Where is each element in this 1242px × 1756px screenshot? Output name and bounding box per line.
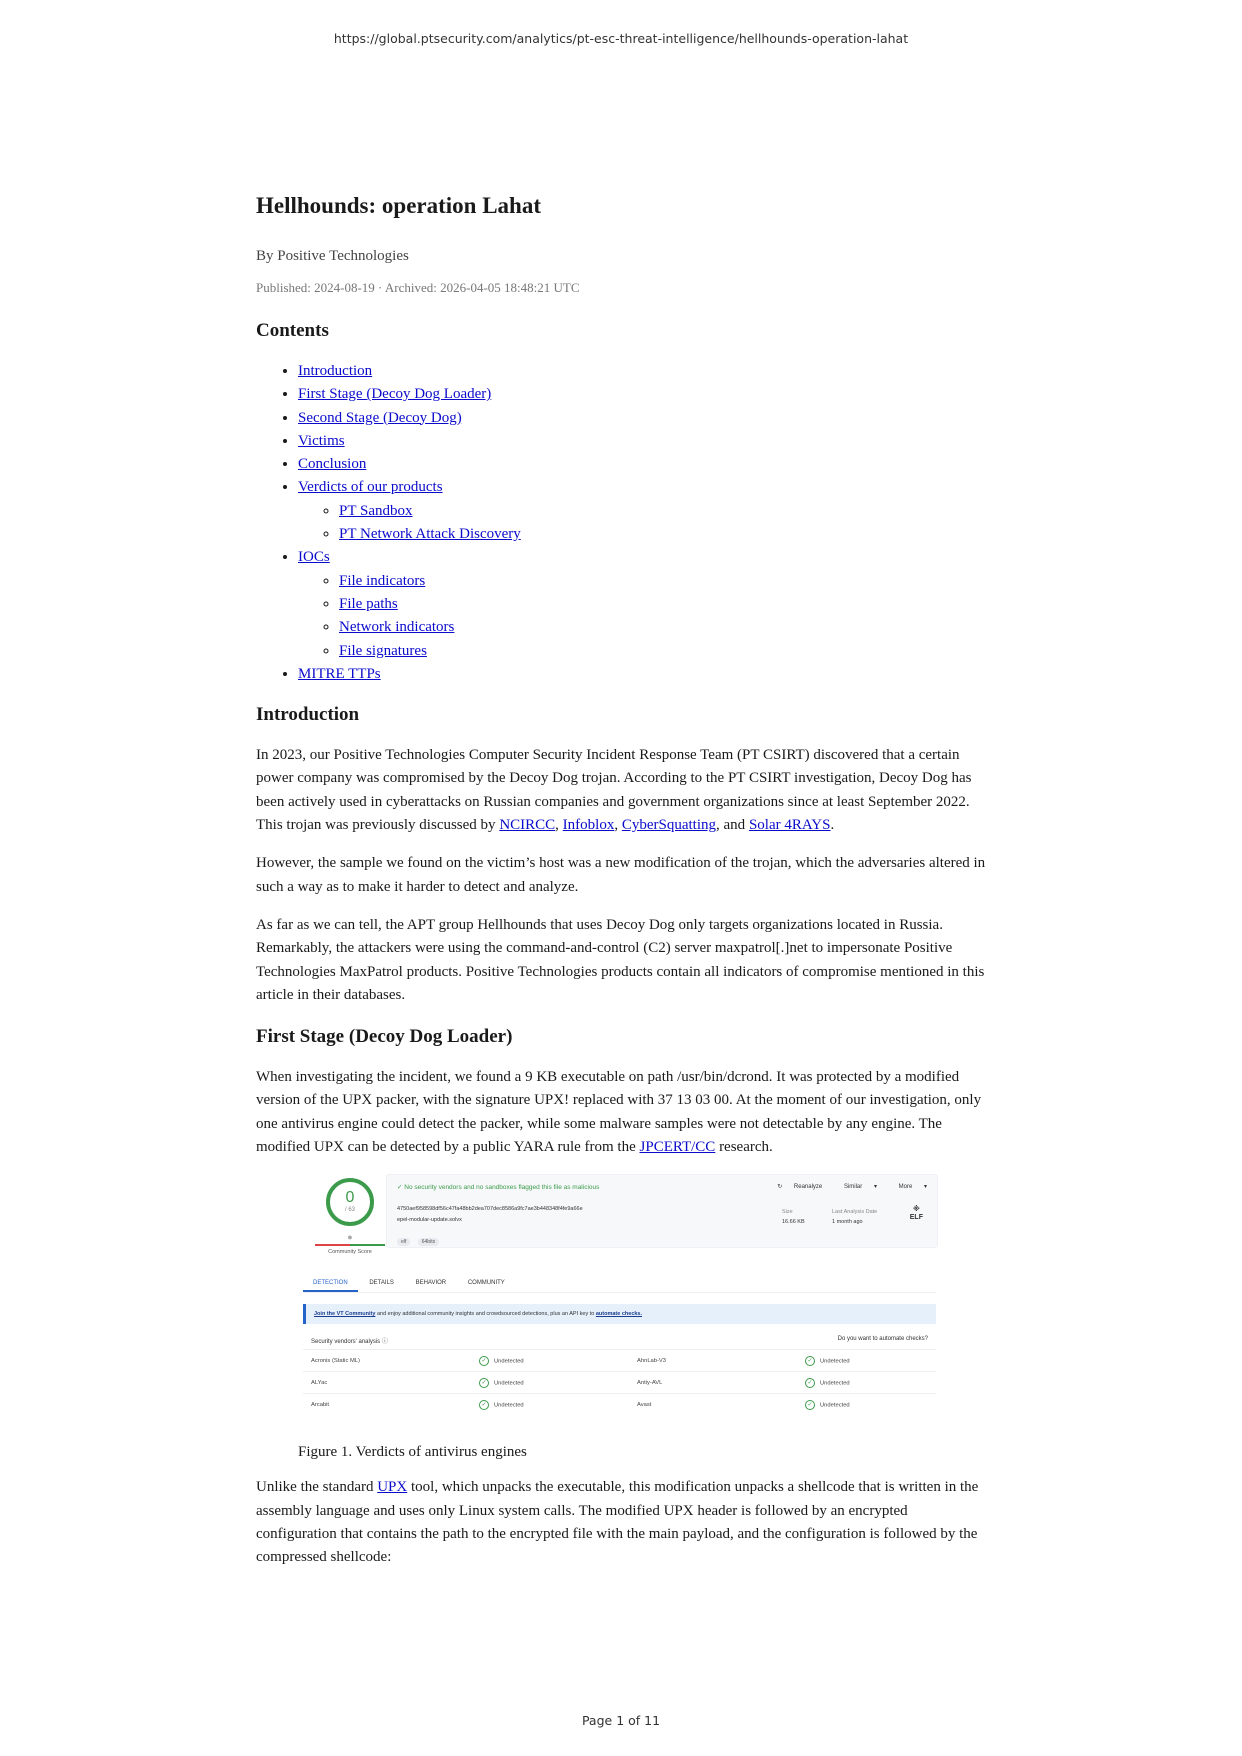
file-summary-card [386,1174,938,1248]
file-name: epel-modular-update.solvx [397,1217,462,1224]
vendor-result: ✓ Undetected [797,1372,936,1394]
toc-link-victims[interactable]: Victims [298,432,345,449]
link-solar-4rays[interactable]: Solar 4RAYS [748,817,831,834]
score-number: 0 [345,1189,355,1207]
toc-item [298,430,986,453]
contents-heading: Contents [256,320,329,341]
check-icon: ✓ [479,1400,489,1410]
intro-paragraph-1: In 2023, our Positive Technologies Computer Security Incident Response Team (PT CSIRT) discovered that a certain power company was compromised by the Decoy Dog trojan. According to the PT CSIRT investigation, Decoy Dog has been actively used in cyberattacks on Russian companies and government organizations since at least September 2022. This trojan was previously discussed by NCIRCC, Infoblox, CyberSquatting, and Solar 4RAYS. [256,747,972,834]
automate-question[interactable]: Do you want to automate checks? [837,1336,928,1343]
toc-subitem [339,523,986,546]
vendor-name: Acronis (Static ML) [303,1350,471,1372]
link-infoblox[interactable]: Infoblox [562,817,615,834]
info-icon: ⓘ [381,1339,388,1346]
intro-paragraph-2: However, the sample we found on the victim’s host was a new modification of the trojan, which the adversaries altered in such a way as to make it harder to detect and analyze. [256,855,986,895]
file-type-icon: ※ ELF [909,1206,923,1222]
refresh-icon: ↻ [777,1184,784,1191]
first-stage-paragraph-1: When investigating the incident, we found a 9 KB executable on path /usr/bin/dcrond. It was protected by a modified version of the UPX packer, with the signature UPX! replaced with 37 13 03 00. At the moment of our investigation, only one antivirus engine could detect the packer, while some malware samples were not detectable by any engine. The modified UPX can be detected by a public YARA rule from the JPCERT/CC research. [256,1069,982,1156]
toc-item [298,476,986,546]
link-jpcert[interactable]: JPCERT/CC [639,1139,716,1156]
link-upx[interactable]: UPX [377,1479,408,1496]
check-circle-icon: ✓ [397,1184,405,1192]
chevron-down-icon: ▾ [873,1184,877,1191]
intro-paragraph-3: As far as we can tell, the APT group Hellhounds that uses Decoy Dog only targets organizations located in Russia. Remarkably, the attackers were using the command-and-control (C2) server maxpatrol[.]net to impersonate Positive Technologies MaxPatrol products. Positive Technologies products contain all indicators of compromise mentioned in this article in their databases. [256,916,985,1003]
vendor-result: ✓ Undetected [471,1350,629,1372]
check-icon: ✓ [805,1400,815,1410]
toc-link-network-indicators[interactable]: Network indicators [339,619,455,636]
first-stage-heading: First Stage (Decoy Dog Loader) [256,1026,513,1048]
detection-score [315,1178,385,1255]
page-number: Page 1 of 11 [581,1713,661,1728]
toc-subitem [339,500,986,523]
link-cybersquatting[interactable]: CyberSquatting [621,817,717,834]
automate-checks-link[interactable]: automate checks. [595,1311,643,1318]
tab-details[interactable]: DETAILS [369,1280,394,1287]
toc-link-file-signatures[interactable]: File signatures [339,642,427,659]
community-score-label: Community Score [328,1249,372,1256]
more-button[interactable]: More ▾ [898,1184,927,1191]
tab-community[interactable]: COMMUNITY [467,1280,505,1287]
file-hash: 4750aef958598df56c47fa48bb2dea707dec8586a9fc7ae3b448348f4fe9a66e [397,1206,583,1213]
introduction-heading: Introduction [256,704,360,726]
community-banner: Join the VT Community and enjoy additional community insights and crowdsourced detections, plus an API key to automate checks. [303,1304,936,1324]
page-title: Hellhounds: operation Lahat [256,193,541,218]
no-flag-message: ✓ No security vendors and no sandboxes flagged this file as malicious [397,1184,600,1192]
table-row [303,1350,936,1372]
table-row [303,1372,936,1394]
check-icon: ✓ [479,1356,489,1366]
tab-detection[interactable]: DETECTION [303,1276,358,1292]
vendor-name: Avast [629,1394,797,1416]
score-ring [326,1178,374,1226]
figure-caption: Figure 1. Verdicts of antivirus engines [298,1444,527,1461]
tab-behavior[interactable]: BEHAVIOR [415,1280,447,1287]
toc-item [298,663,986,686]
toc-link-second-stage[interactable]: Second Stage (Decoy Dog) [298,409,462,426]
article [256,186,986,1585]
check-icon: ✓ [805,1378,815,1388]
vt-tabs [303,1276,936,1293]
last-analysis: Last Analysis Date 1 month ago [832,1209,878,1226]
vendor-result: ✓ Undetected [797,1350,936,1372]
vendor-name: Arcabit [303,1394,471,1416]
toc-item [298,546,986,662]
toc-subitem [339,640,986,663]
join-community-link[interactable]: Join the VT Community [314,1311,376,1318]
virustotal-screenshot [303,1174,936,1430]
toc-link-conclusion[interactable]: Conclusion [298,456,367,473]
toc-item [298,360,986,383]
vendors-analysis-title: Security vendors' analysis ⓘ [311,1339,388,1346]
link-ncircc[interactable]: NCIRCC [499,817,556,834]
score-total: / 63 [344,1207,355,1214]
check-icon: ✓ [805,1356,815,1366]
byline: By Positive Technologies [256,248,409,264]
vendor-result: ✓ Undetected [471,1372,629,1394]
toc-link-file-paths[interactable]: File paths [339,595,398,612]
toc-item [298,453,986,476]
tag-64bits[interactable]: 64bits [418,1238,439,1246]
reanalyze-button[interactable]: ↻ Reanalyze [777,1184,823,1191]
file-actions [757,1183,927,1190]
vendor-name: Antiy-AVL [629,1372,797,1394]
published-date: Published: 2024-08-19 · Archived: 2026-04-05 18:48:21 UTC [256,280,580,295]
file-tags [397,1230,442,1248]
first-stage-paragraph-2: Unlike the standard UPX tool, which unpacks the executable, this modification unpacks a shellcode that is written in the assembly language and uses only Linux system calls. The modified UPX header is followed by an encrypted configuration that contains the path to the encrypted file with the main payload, and the configuration is followed by the compressed shellcode: [256,1479,979,1566]
similar-button[interactable]: Similar ▾ [843,1184,877,1191]
table-of-contents [256,360,986,686]
file-size: Size 16.66 KB [782,1209,805,1226]
toc-link-introduction[interactable]: Introduction [298,363,373,379]
toc-item [298,407,986,430]
figure-1 [256,1174,986,1462]
toc-link-iocs[interactable]: IOCs [298,549,330,566]
location-pin-icon: ● [347,1232,353,1243]
toc-link-pt-nad[interactable]: PT Network Attack Discovery [339,526,521,543]
toc-link-pt-sandbox[interactable]: PT Sandbox [339,502,413,519]
toc-subitem [339,616,986,639]
toc-link-verdicts[interactable]: Verdicts of our products [298,479,443,496]
toc-link-mitre[interactable]: MITRE TTPs [298,665,381,682]
vendor-result: ✓ Undetected [471,1394,629,1416]
vendor-result: ✓ Undetected [797,1394,936,1416]
toc-subitem [339,593,986,616]
vendors-table [303,1349,936,1415]
toc-link-first-stage[interactable]: First Stage (Decoy Dog Loader) [298,386,492,403]
chevron-down-icon: ▾ [923,1184,927,1191]
toc-item [298,383,986,406]
page-url: https://global.ptsecurity.com/analytics/pt-esc-threat-intelligence/hellhounds-operation-lahat [333,31,909,46]
toc-subitem [339,570,986,593]
table-row [303,1394,936,1416]
tag-elf[interactable]: elf [397,1238,410,1246]
vendor-name: AhnLab-V3 [629,1350,797,1372]
vendor-name: ALYac [303,1372,471,1394]
community-gauge [315,1244,385,1246]
check-icon: ✓ [479,1378,489,1388]
toc-link-file-indicators[interactable]: File indicators [339,572,426,589]
